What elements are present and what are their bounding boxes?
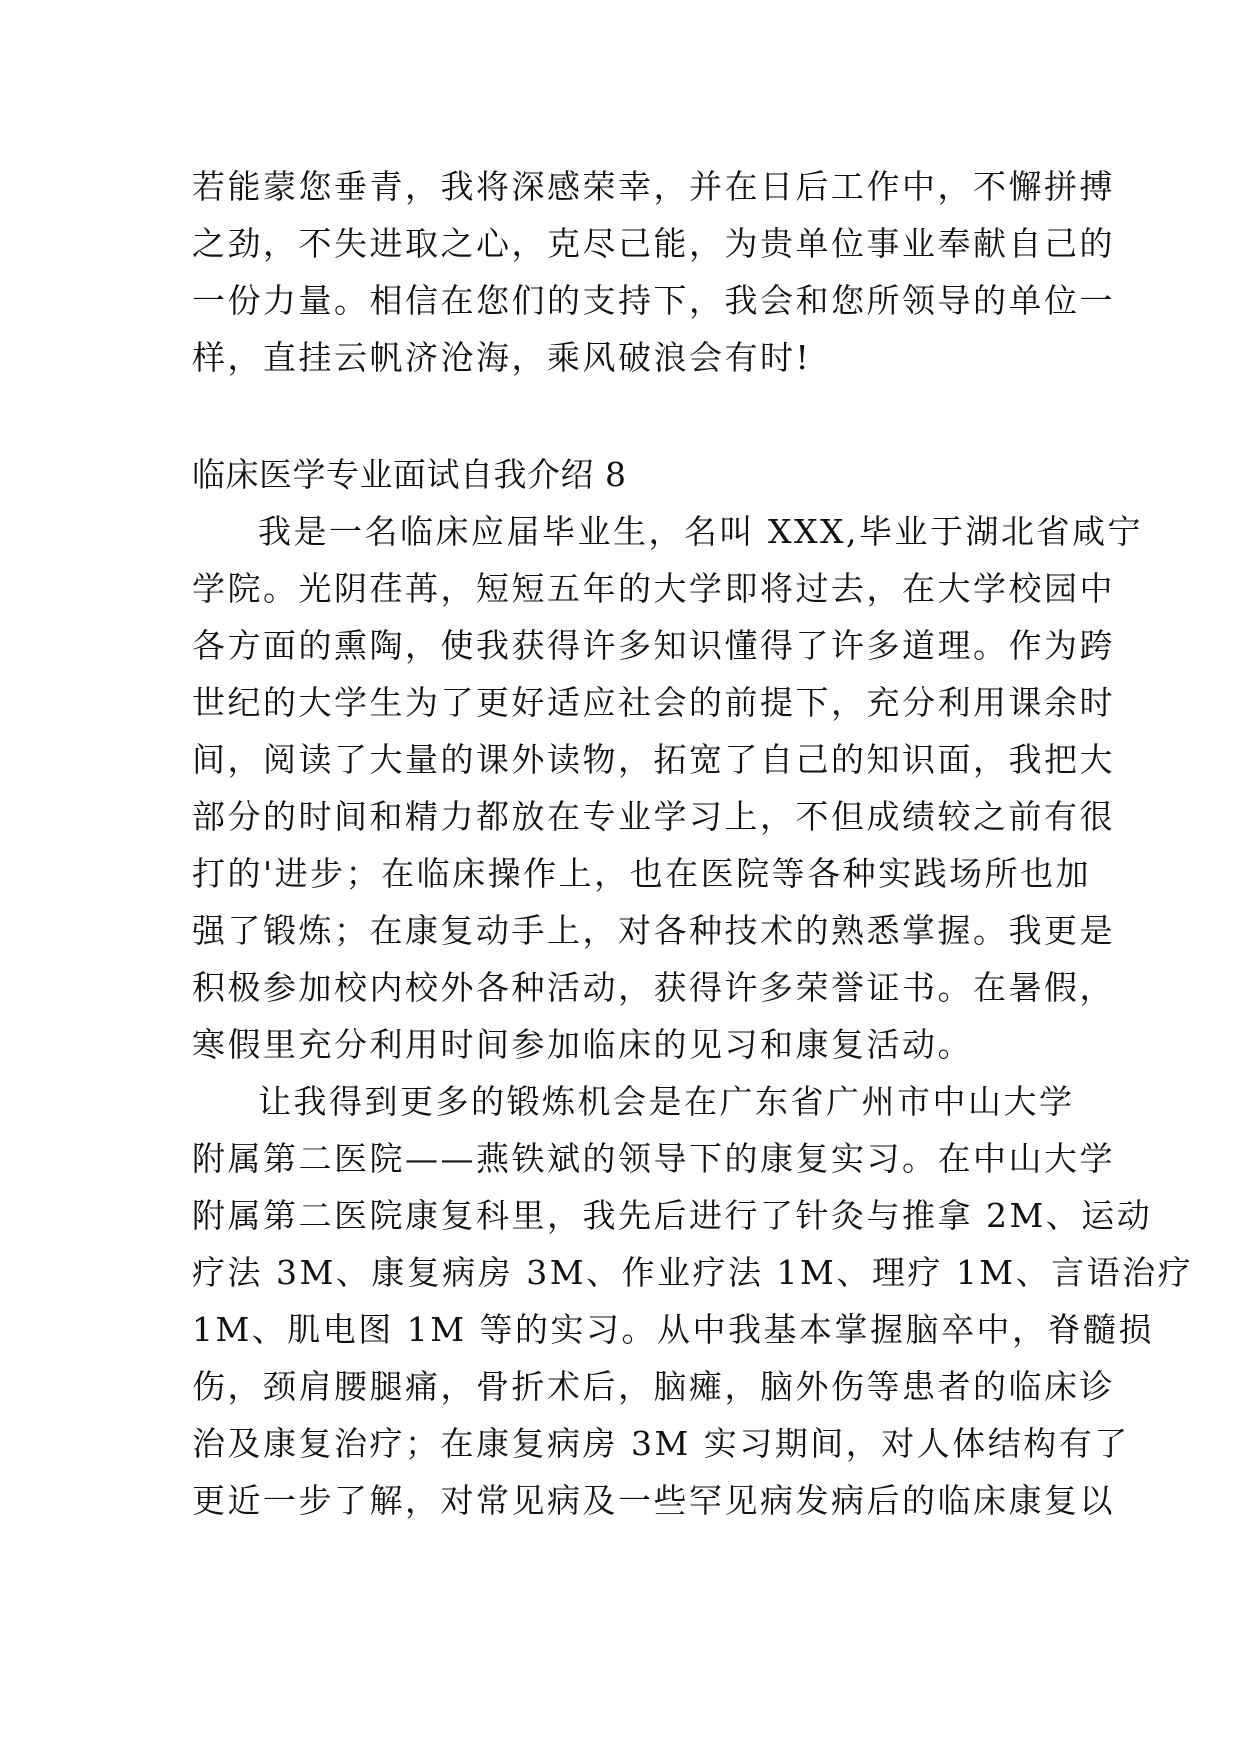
paragraph-line: 更近一步了解，对常见病及一些罕见病发病后的临床康复以: [192, 1481, 1115, 1520]
closing-paragraph-line: 样，直挂云帆济沧海，乘风破浪会有时!: [192, 338, 812, 377]
paragraph-line: 让我得到更多的锻炼机会是在广东省广州市中山大学: [258, 1082, 1075, 1121]
closing-paragraph-line: 之劲，不失进取之心，克尽己能，为贵单位事业奉献自己的: [192, 224, 1115, 263]
paragraph-line: 附属第二医院康复科里，我先后进行了针灸与推拿 2M、运动: [192, 1196, 1153, 1235]
paragraph-line: 1M、肌电图 1M 等的实习。从中我基本掌握脑卒中，脊髓损: [192, 1310, 1155, 1349]
paragraph-line: 强了锻炼；在康复动手上，对各种技术的熟悉掌握。我更是: [192, 911, 1115, 950]
paragraph-line: 打的'进步；在临床操作上，也在医院等各种实践场所也加: [192, 854, 1092, 893]
paragraph-line: 我是一名临床应届毕业生，名叫 XXX,毕业于湖北省咸宁: [258, 512, 1143, 551]
paragraph-line: 各方面的熏陶，使我获得许多知识懂得了许多道理。作为跨: [192, 626, 1115, 665]
closing-paragraph-line: 一份力量。相信在您们的支持下，我会和您所领导的单位一: [192, 281, 1115, 320]
paragraph-line: 疗法 3M、康复病房 3M、作业疗法 1M、理疗 1M、言语治疗: [192, 1253, 1194, 1292]
paragraph-line: 世纪的大学生为了更好适应社会的前提下，充分利用课余时: [192, 683, 1115, 722]
section-title: 临床医学专业面试自我介绍 8: [192, 455, 627, 494]
paragraph-line: 间，阅读了大量的课外读物，拓宽了自己的知识面，我把大: [192, 740, 1115, 779]
paragraph-line: 学院。光阴荏苒，短短五年的大学即将过去，在大学校园中: [192, 569, 1115, 608]
paragraph-line: 伤，颈肩腰腿痛，骨折术后，脑瘫，脑外伤等患者的临床诊: [192, 1367, 1115, 1406]
paragraph-line: 治及康复治疗；在康复病房 3M 实习期间，对人体结构有了: [192, 1424, 1130, 1463]
paragraph-line: 积极参加校内校外各种活动，获得许多荣誉证书。在暑假，: [192, 968, 1115, 1007]
paragraph-line: 寒假里充分利用时间参加临床的见习和康复活动。: [192, 1025, 973, 1064]
paragraph-line: 部分的时间和精力都放在专业学习上，不但成绩较之前有很: [192, 797, 1115, 836]
paragraph-line: 附属第二医院——燕铁斌的领导下的康复实习。在中山大学: [192, 1139, 1115, 1178]
closing-paragraph-line: 若能蒙您垂青，我将深感荣幸，并在日后工作中，不懈拼搏: [192, 167, 1115, 206]
